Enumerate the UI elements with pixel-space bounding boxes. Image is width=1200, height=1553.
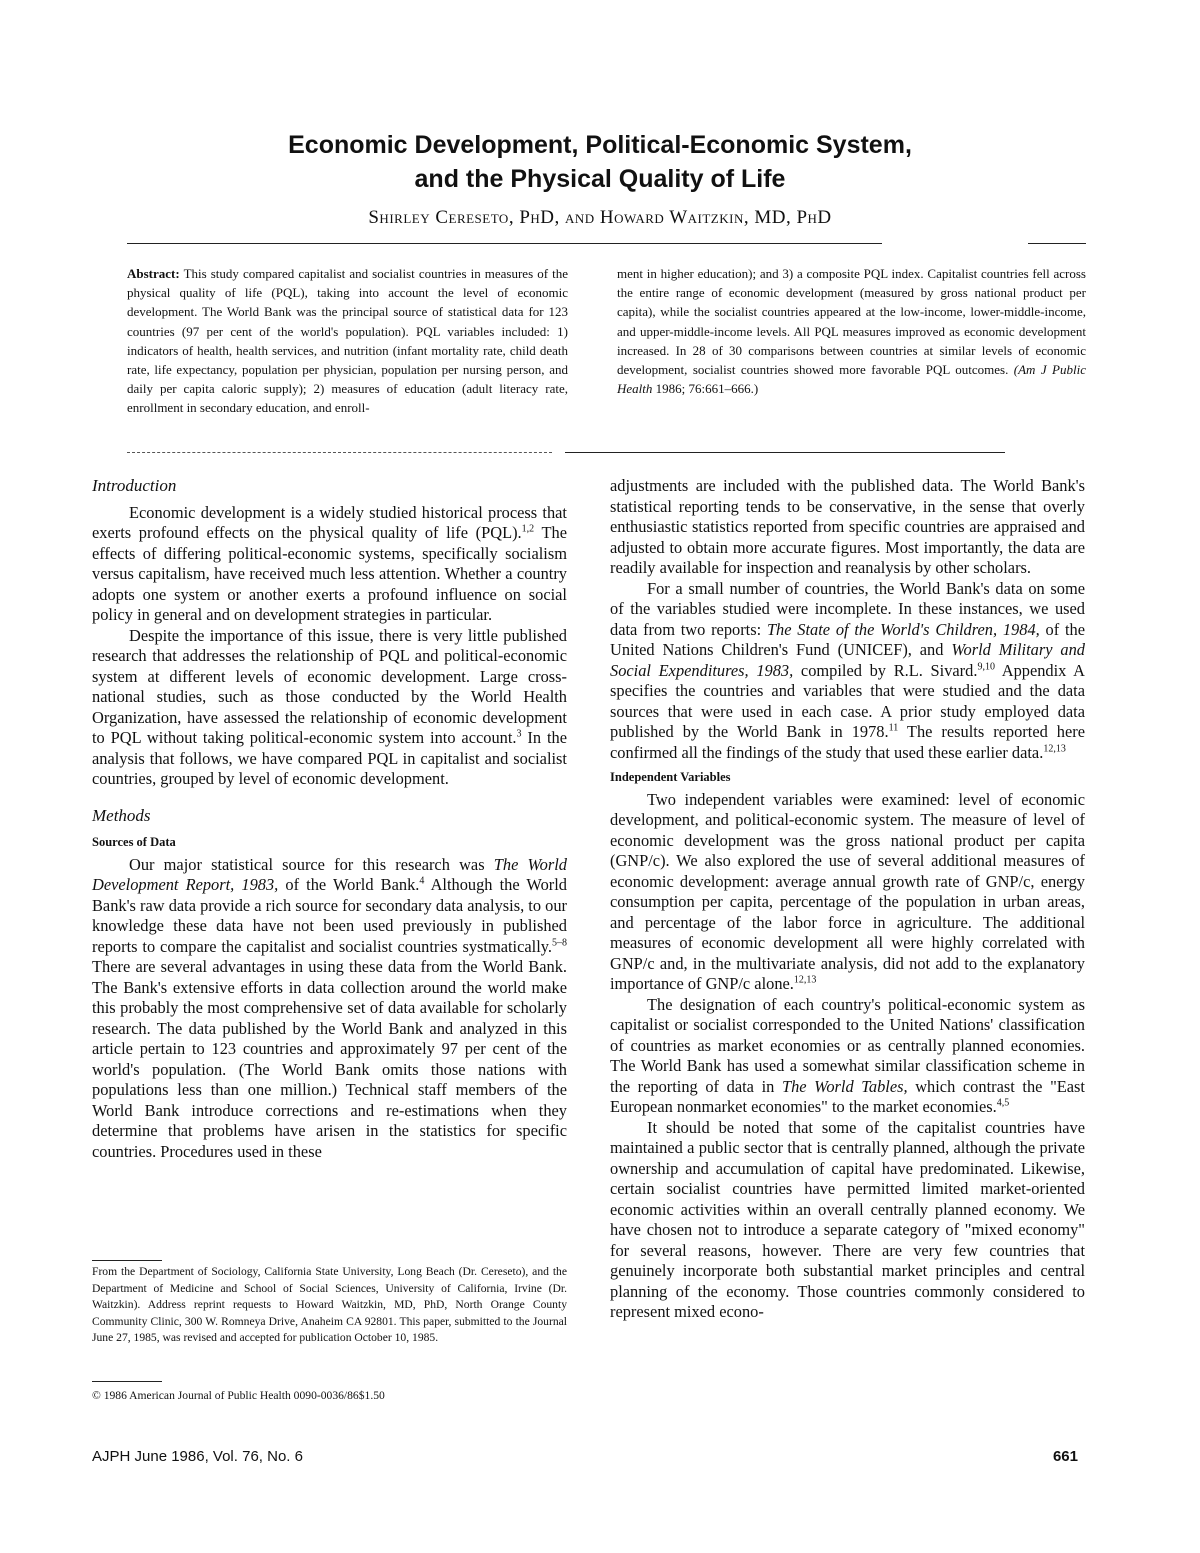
abstract-label: Abstract:: [127, 266, 180, 281]
abstract-text-right: ment in higher education); and 3) a composite PQL index. Capitalist countries fell across the entire range of economic development (measured by gross national product per capita), while the socialist countries appeared at the low-income, lower-middle-income, and upper-middle-income levels. All PQL measures improved as economic development increased. In 28 of 30 comparisons between countries at similar levels of economic development, socialist countries showed more favorable PQL outcomes.: [617, 266, 1086, 378]
section-heading-methods: Methods: [92, 805, 151, 825]
header-rule: [127, 243, 882, 244]
intro-paragraph-1: Economic development is a widely studied historical process that exerts profound effects on the physical quality of life (PQL).$^{1,2}$ The effects of differing political-economic systems, specifically socialism versus capitalism, have received much less attention. Whether a country adopts one system or another exerts a profound influence on social policy in general and on development strategies in particular.: [92, 502, 567, 624]
subheading-independent-variables: Independent Variables: [610, 770, 731, 784]
abstract-text-left: This study compared capitalist and socialist countries in measures of the physical quality of life (PQL), taking into account the level of economic development. The World Bank was the principal source of statistical data for 123 countries (97 per cent of the world's population). PQL variables included: 1) indicators of health, health services, and nutrition (infant mortality rate, child death rate, life expectancy, population per physician, population per nursing person, and daily per capita caloric supply); 2) measures of education (adult literacy rate, enrollment in secondary education, and enroll-: [127, 266, 568, 416]
article-title: [150, 128, 1050, 196]
title-line-2: and the Physical Quality of Life: [414, 165, 786, 193]
abstract-rule-left: [127, 452, 552, 453]
abstract-rule-right: [565, 452, 1005, 453]
right-paragraph-5: It should be noted that some of the capitalist countries have maintained a public sector that is centrally planned, although the private ownership and accumulation of capital have predominated. Likewise, certain socialist countries have permitted limited market-oriented economic activities within an overall centrally planned economy. We have chosen not to introduce a separate category of "mixed economy" for several reasons, however. There are very few countries that genuinely incorporate both substantial market principles and central planning of the economy. Those countries commonly considered to represent mixed econo-: [610, 1117, 1085, 1321]
right-paragraph-3: Two independent variables were examined: level of economic development, and political-economic system. The measure of level of economic development was the gross national product per capita (GNP/c). We also explored the use of several additional measures of economic development: average annual growth rate of GNP/c, energy consumption per capita, percentage of the population in urban areas, and percentage of the labor force in agriculture. The additional measures of economic development all were highly correlated with GNP/c and, in the multivariate analysis, did not add to the explanatory importance of GNP/c alone.$^{12,13}$: [610, 789, 1085, 993]
subheading-sources-of-data: Sources of Data: [92, 835, 176, 849]
abstract-citation: (Am J Public Health: [617, 362, 1086, 397]
footnote-rule: [92, 1260, 162, 1261]
header-rule-right: [1028, 243, 1086, 244]
right-paragraph-2: For a small number of countries, the World Bank's data on some of the variables studied were incomplete. In these instances, we used data from two reports: The State of the World's Children, 1984, of the United Nations Children's Fund (UNICEF), and World Military and Social Expenditures, 1983, compiled by R.L. Sivard.$^{9,10}$ Appendix A specifies the countries and variables that were studied and the data sources that were used in each case. A prior study employed data published by the World Bank in 1978.11 The results reported here confirmed all the findings of the study that used these earlier data.$^{12,13}$: [610, 578, 1086, 762]
abstract-citation-volume: 1986; 76:661–666.): [652, 381, 759, 397]
methods-paragraph-1: Our major statistical source for this research was The World Development Report, 1983, of the World Bank.$^4$ Although the World Bank's raw data provide a rich source for secondary data analysis, to our knowledge these data have not been used previously in published reports to compare the capitalist and socialist countries systmatically.$^{5-8}$ There are several advantages in using these data from the World Bank. The Bank's extensive efforts in data collection around the world make this probably the most comprehensive set of data available for scholarly research. The data published by the World Bank and analyzed in this article pertain to 123 countries and approximately 97 per cent of the world's population. (The World Bank omits those nations with populations less than one million.) Technical staff members of the World Bank introduce corrections and re-estimations when they determine that problems have arisen in the statistics for specific countries. Procedures used in these: [92, 854, 568, 1161]
abstract-left: [127, 264, 568, 418]
copyright-rule: [92, 1381, 162, 1382]
left-column: [92, 476, 567, 1162]
section-heading-introduction: Introduction: [92, 476, 177, 495]
running-footer: AJPH June 1986, Vol. 76, No. 6: [92, 1448, 303, 1465]
page-number: 661: [1052, 1448, 1078, 1465]
right-paragraph-1: adjustments are included with the published data. The World Bank's statistical reporting tends to be conservative, in the sense that overly enthusiastic statistics reported from specific countries are appraised and adjusted to obtain more accurate figures. Most importantly, the data are readily available for inspection and reanalysis by other scholars.: [610, 476, 1085, 577]
right-paragraph-4: The designation of each country's political-economic system as capitalist or socialist corresponded to the United Nations' classification of countries as market economies or as centrally planned economies. The World Bank has used a somewhat similar classification scheme in the reporting of data in The World Tables, which contrast the "East European nonmarket economies" to the market economies.$^{4,5}$: [610, 994, 1085, 1116]
right-column: [610, 476, 1085, 1323]
abstract-right: [617, 264, 1086, 398]
affiliation-footnote: From the Department of Sociology, California State University, Long Beach (Dr. Cereseto), and the Department of Medicine and School of Social Sciences, University of California, Irvine (Dr. Waitzkin). Address reprint requests to Howard Waitzkin, MD, PhD, North Orange County Community Clinic, 300 W. Romneya Drive, Anaheim CA 92801. This paper, submitted to the Journal June 27, 1985, was revised and accepted for publication October 10, 1985.: [92, 1265, 567, 1345]
intro-paragraph-2: Despite the importance of this issue, there is very little published research that addresses the relationship of PQL and political-economic system at different levels of economic development. Large cross-national studies, such as those conducted by the World Health Organization, have assessed the relationship of economic development to PQL without taking political-economic system into account.$^3$ In the analysis that follows, we have compared PQL in capitalist and socialist countries, grouped by level of economic development.: [92, 625, 567, 788]
author-line: Shirley Cereseto, PhD, and Howard Waitzkin, MD, PhD: [368, 207, 832, 228]
copyright-notice: © 1986 American Journal of Public Health 0090-0036/86$1.50: [92, 1389, 385, 1402]
title-line-1: Economic Development, Political-Economic System,: [288, 131, 912, 159]
